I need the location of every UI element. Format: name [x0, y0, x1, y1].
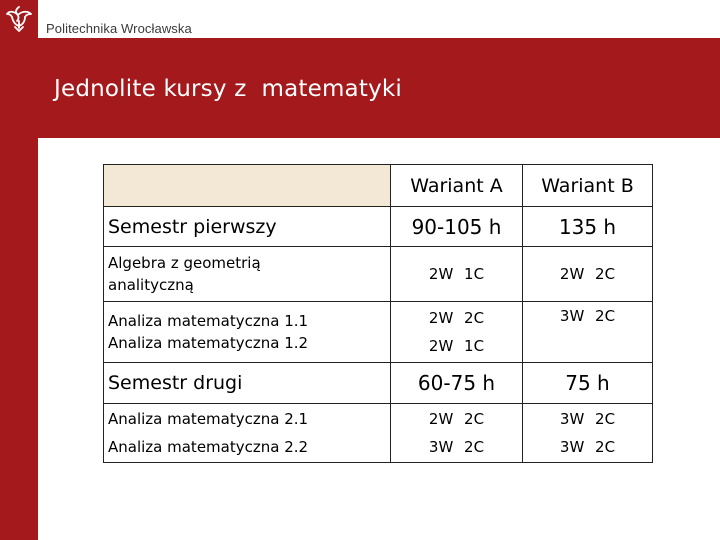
- header-bar: [0, 0, 720, 38]
- course-hours-a: 2W 2C: [428, 309, 485, 327]
- table-corner-cell: [104, 165, 391, 207]
- course-hours-a: 2W 2C: [428, 410, 485, 428]
- course-table: [103, 164, 653, 463]
- course-row: [104, 247, 653, 302]
- course-name: Algebra z geometrią: [108, 254, 261, 272]
- semester-hours-a: 90-105 h: [391, 207, 523, 247]
- course-name: Analiza matematyczna 2.2: [108, 438, 309, 456]
- semester-row: [104, 207, 653, 247]
- course-variant-b: [523, 302, 653, 363]
- course-hours-a: 2W 1C: [428, 337, 485, 355]
- course-hours-a: 2W 1C: [428, 265, 485, 283]
- title-band: [38, 38, 720, 138]
- course-name-cell: [104, 247, 391, 302]
- course-variant-b: [523, 247, 653, 302]
- table-header-row: [104, 165, 653, 207]
- logo-text: Politechnika Wrocławska: [46, 21, 192, 36]
- course-name: Analiza matematyczna 2.1: [108, 410, 309, 428]
- semester-label: Semestr pierwszy: [104, 207, 391, 247]
- course-name-cell: [104, 404, 391, 463]
- page-title: Jednolite kursy z matematyki: [54, 76, 402, 102]
- course-hours-b: 3W 2C: [559, 438, 616, 456]
- course-hours-b: 3W 2C: [559, 307, 616, 325]
- column-header-variant-b: Wariant B: [523, 165, 653, 207]
- column-header-variant-a: Wariant A: [391, 165, 523, 207]
- course-hours-a: 3W 2C: [428, 438, 485, 456]
- course-hours-b: 2W 2C: [559, 265, 616, 283]
- course-name-cell: [104, 302, 391, 363]
- course-row: [104, 404, 653, 463]
- semester-hours-b: 135 h: [523, 207, 653, 247]
- semester-hours-b: 75 h: [523, 363, 653, 404]
- course-variant-a: [391, 247, 523, 302]
- eagle-crest-icon: [0, 0, 38, 38]
- course-variant-b: [523, 404, 653, 463]
- course-hours-b: 3W 2C: [559, 410, 616, 428]
- semester-hours-a: 60-75 h: [391, 363, 523, 404]
- course-row: [104, 302, 653, 363]
- semester-label: Semestr drugi: [104, 363, 391, 404]
- course-name: analityczną: [108, 276, 194, 294]
- course-name: Analiza matematyczna 1.2: [108, 334, 309, 352]
- left-accent-bar: [0, 38, 38, 540]
- course-variant-a: [391, 404, 523, 463]
- course-variant-a: [391, 302, 523, 363]
- semester-row: [104, 363, 653, 404]
- course-name: Analiza matematyczna 1.1: [108, 312, 309, 330]
